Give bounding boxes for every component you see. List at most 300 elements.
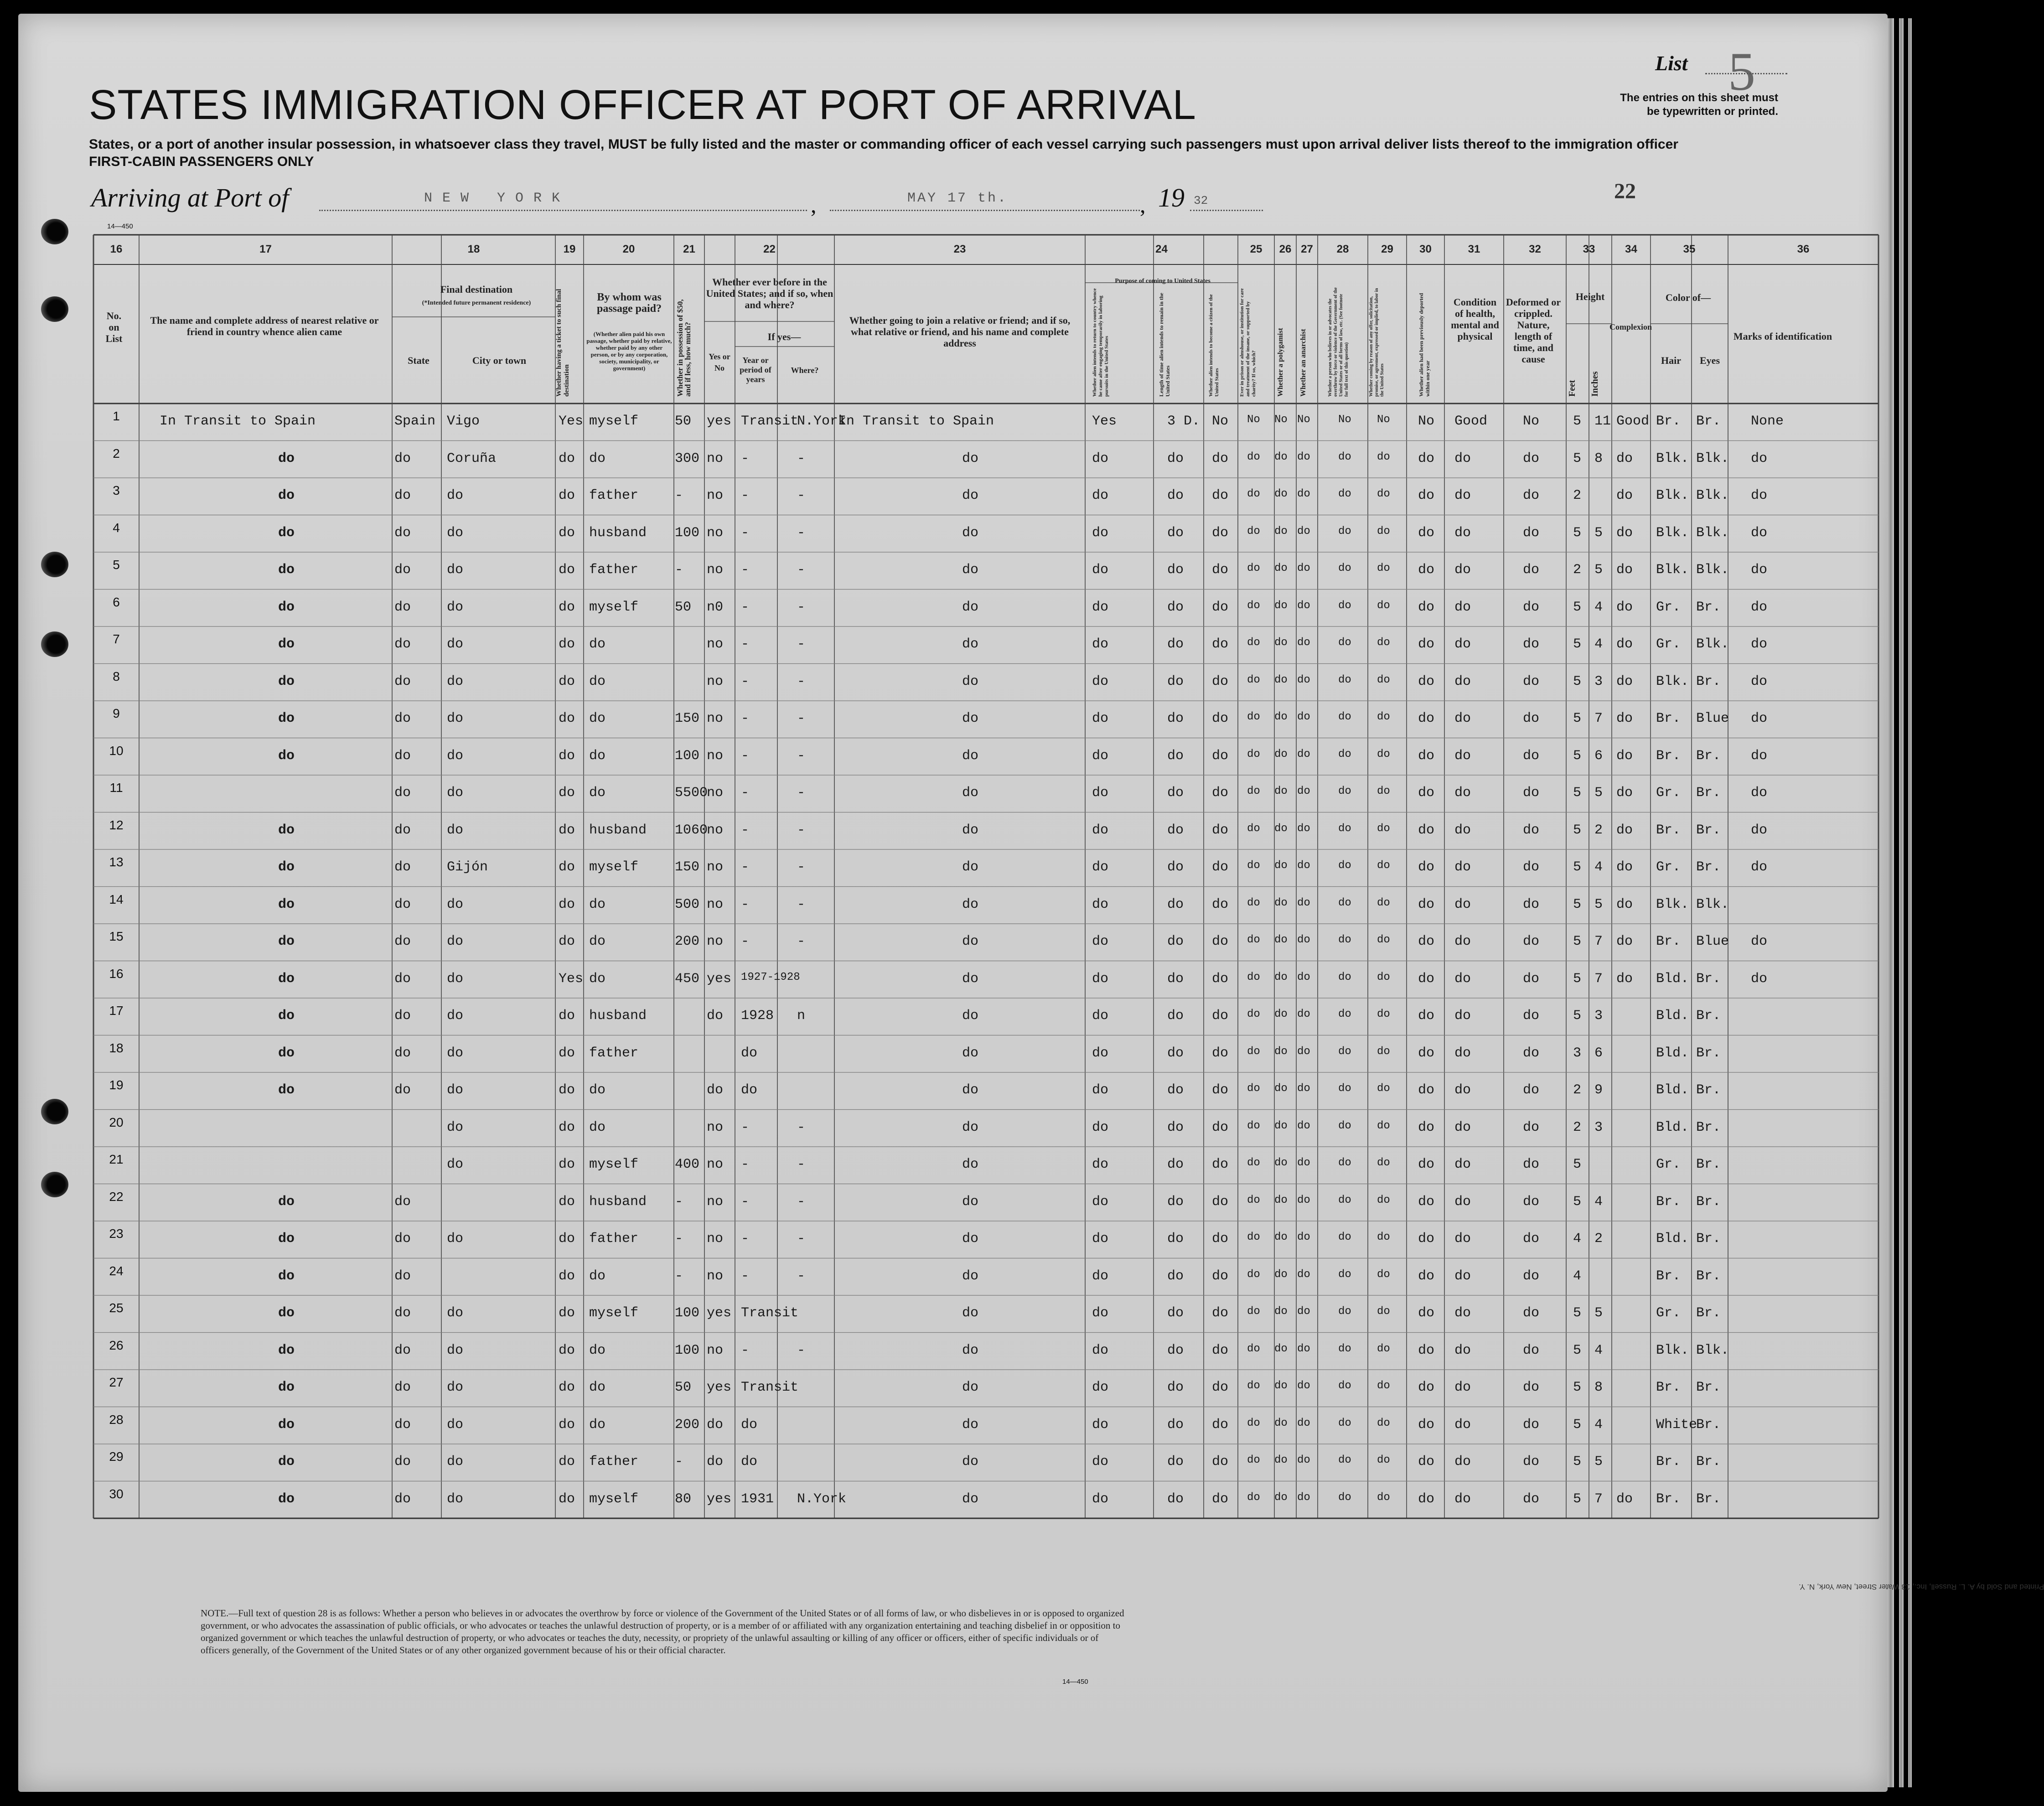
cell-cit: do	[1212, 971, 1229, 987]
cell-c30: do	[1418, 488, 1435, 503]
cell-c26: do	[1274, 599, 1288, 612]
cell-cit: do	[1212, 599, 1229, 615]
cell-hair: Bld.	[1656, 1082, 1689, 1098]
cell-join: In Transit to Spain	[838, 414, 994, 429]
cell-state: do	[394, 934, 411, 949]
cell-ticket: do	[559, 450, 575, 466]
cell-hair: Gr.	[1656, 1157, 1681, 1172]
cell-cit: do	[1212, 1045, 1229, 1061]
cell-c26: No	[1274, 414, 1288, 426]
cell-ticket: do	[559, 1417, 575, 1433]
cell-comp: do	[1616, 971, 1633, 987]
cell-c27: do	[1297, 636, 1310, 649]
cell-rel: do	[278, 1491, 295, 1507]
cell-eyes: Blk.	[1696, 488, 1729, 503]
cell-join: do	[962, 1008, 979, 1024]
cell-in: 7	[1594, 971, 1603, 987]
cell-deform: do	[1523, 748, 1540, 764]
cell-ret: do	[1092, 748, 1109, 764]
footnote: NOTE.—Full text of question 28 is as follows: Whether a person who believes in or advocates the overthrow by force or violence of the Government of the United States or of all forms of law, or who disbelieves in or is opposed to organized government, or who advocates the assassination of public officials, or who advocates or teaches the unlawful destruction of property, or is a member of or affiliated with any organization entertaining and teaching disbelief in or opposition to organized government or which teaches the unlawful destruction of property, or who advocates or teaches the duty, necessity, or propriety of the unlawful assaulting or killing of any officer or officers, either of specific individuals or of officers generally, of the Government of the United States or of any other organized government because of his or their official character.	[201, 1608, 1124, 1656]
cell-before: no	[707, 785, 724, 801]
cell-in: 8	[1594, 1380, 1603, 1395]
cell-ret: do	[1092, 1194, 1109, 1210]
cell-deform: do	[1523, 562, 1540, 578]
header-before-in-us: Whether ever before in the United States; and if so, when and where?	[706, 276, 833, 310]
cell-money: -	[675, 562, 683, 578]
cell-c26: do	[1274, 562, 1288, 574]
cell-ticket: do	[559, 1491, 575, 1507]
cell-c29: do	[1377, 599, 1390, 612]
header-yes-or-no: Yes or No	[709, 352, 730, 373]
cell-paid: do	[589, 1380, 606, 1395]
cell-rel: do	[278, 1194, 295, 1210]
cell-comp: do	[1616, 525, 1633, 541]
cell-c28: do	[1338, 1305, 1351, 1318]
cell-c27: do	[1297, 562, 1310, 574]
cell-cit: do	[1212, 1119, 1229, 1135]
cell-ft: 5	[1573, 896, 1582, 912]
cell-ret: do	[1092, 1119, 1109, 1135]
cell-c30: do	[1418, 673, 1435, 689]
cell-money: 100	[675, 1305, 700, 1321]
cell-ret: do	[1092, 1491, 1109, 1507]
row-number: 26	[109, 1338, 124, 1352]
cell-c27: No	[1297, 414, 1310, 426]
cell-len: do	[1167, 822, 1184, 838]
cell-health: do	[1454, 1380, 1471, 1395]
cell-c26: do	[1274, 1342, 1288, 1355]
cell-where: -	[797, 785, 806, 801]
cell-c30: do	[1418, 599, 1435, 615]
cell-ret: do	[1092, 488, 1109, 503]
cell-paid: father	[589, 1454, 639, 1470]
cell-deform: do	[1523, 1417, 1540, 1433]
cell-len: do	[1167, 711, 1184, 726]
footnote-code: 14—450	[1062, 1678, 1088, 1686]
cell-eyes: Br.	[1696, 1157, 1721, 1172]
cell-ft: 4	[1573, 1268, 1582, 1284]
cell-hair: Blk.	[1656, 673, 1689, 689]
cell-ticket: do	[559, 859, 575, 875]
cell-in: 9	[1594, 1082, 1603, 1098]
cell-where: -	[797, 636, 806, 652]
cell-before: no	[707, 711, 724, 726]
cell-ret: do	[1092, 1231, 1109, 1247]
cell-ticket: do	[559, 1194, 575, 1210]
cell-join: do	[962, 1380, 979, 1395]
cell-c28: do	[1338, 1157, 1351, 1169]
cell-health: do	[1454, 934, 1471, 949]
cell-year: -	[741, 822, 750, 838]
cell-eyes: Br.	[1696, 1417, 1721, 1433]
cell-money: 400	[675, 1157, 700, 1172]
cell-len: do	[1167, 599, 1184, 615]
cell-c25: do	[1247, 562, 1260, 574]
cell-ft: 2	[1573, 1082, 1582, 1098]
cell-join: do	[962, 1305, 979, 1321]
cell-ret: Yes	[1092, 414, 1117, 429]
cell-c27: do	[1297, 599, 1310, 612]
cell-ft: 5	[1573, 934, 1582, 949]
cell-ft: 2	[1573, 1119, 1582, 1135]
cell-ticket: do	[559, 1305, 575, 1321]
cell-paid: father	[589, 1231, 639, 1247]
cell-c29: do	[1377, 896, 1390, 909]
printer-imprint: Printed and Sold by A. L. Russell, Inc., 13 Water Street, New York, N. Y.	[1799, 1583, 2044, 1591]
cell-before: no	[707, 1119, 724, 1135]
cell-c30: do	[1418, 1082, 1435, 1098]
cell-comp: do	[1616, 859, 1633, 875]
cell-c28: do	[1338, 1342, 1351, 1355]
cell-eyes: Br.	[1696, 673, 1721, 689]
cell-c30: do	[1418, 934, 1435, 949]
cell-eyes: Br.	[1696, 1491, 1721, 1507]
cell-c30: do	[1418, 1305, 1435, 1321]
cell-year: -	[741, 896, 750, 912]
cell-ticket: do	[559, 934, 575, 949]
cell-c28: do	[1338, 562, 1351, 574]
cell-hair: Bld.	[1656, 1045, 1689, 1061]
cell-state: do	[394, 1231, 411, 1247]
cell-marks: do	[1751, 748, 1768, 764]
cell-state: do	[394, 1045, 411, 1061]
header-offer: Whether coming by reason of any offer, solicitation, promise, or agreement, expressed or implied, to labor in the United States	[1369, 288, 1385, 397]
cell-len: do	[1167, 1417, 1184, 1433]
cell-c25: do	[1247, 896, 1260, 909]
cell-c29: do	[1377, 711, 1390, 723]
cell-city: do	[447, 711, 464, 726]
cell-c29: do	[1377, 1119, 1390, 1132]
cell-state: do	[394, 599, 411, 615]
cell-c26: do	[1274, 1082, 1288, 1095]
cell-in: 4	[1594, 1194, 1603, 1210]
cell-eyes: Br.	[1696, 859, 1721, 875]
cell-c25: do	[1247, 488, 1260, 500]
row-number: 23	[109, 1226, 124, 1241]
cell-paid: myself	[589, 1305, 639, 1321]
cell-c25: do	[1247, 1231, 1260, 1243]
column-number: 32	[1529, 243, 1541, 255]
cell-year: -	[741, 488, 750, 503]
cell-year: Transit	[741, 414, 799, 429]
cell-len: do	[1167, 1082, 1184, 1098]
cell-where: -	[797, 1342, 806, 1358]
cell-ft: 5	[1573, 1491, 1582, 1507]
cell-hair: Bld.	[1656, 1008, 1689, 1024]
cell-state: do	[394, 562, 411, 578]
cell-ticket: do	[559, 1082, 575, 1098]
cell-eyes: Blue	[1696, 934, 1729, 949]
cell-paid: do	[589, 673, 606, 689]
cell-before: no	[707, 1268, 724, 1284]
cell-c27: do	[1297, 1157, 1310, 1169]
cell-rel: do	[278, 1380, 295, 1395]
cell-year: Transit	[741, 1380, 799, 1395]
cell-rel: do	[278, 859, 295, 875]
cell-hair: Gr.	[1656, 1305, 1681, 1321]
row-number: 20	[109, 1115, 124, 1129]
cell-city: do	[447, 971, 464, 987]
cell-paid: do	[589, 450, 606, 466]
cell-ticket: do	[559, 896, 575, 912]
cell-year: -	[741, 1342, 750, 1358]
arriving-label: Arriving at Port of	[91, 183, 289, 212]
cell-c30: do	[1418, 1157, 1435, 1172]
cell-len: do	[1167, 971, 1184, 987]
cell-city: do	[447, 636, 464, 652]
cell-ret: do	[1092, 1417, 1109, 1433]
cell-eyes: Blk.	[1696, 562, 1729, 578]
cell-city: Gijón	[447, 859, 488, 875]
cell-c30: do	[1418, 859, 1435, 875]
cell-deform: do	[1523, 1008, 1540, 1024]
cell-c25: do	[1247, 1045, 1260, 1058]
cell-city: do	[447, 673, 464, 689]
cell-marks: do	[1751, 562, 1768, 578]
cell-paid: do	[589, 748, 606, 764]
cell-ticket: do	[559, 1342, 575, 1358]
cell-c29: do	[1377, 971, 1390, 983]
cell-health: do	[1454, 599, 1471, 615]
row-number: 15	[109, 929, 124, 943]
cell-c26: do	[1274, 1491, 1288, 1504]
header-final-destination-note: (*Intended future permanent residence)	[422, 300, 531, 306]
cell-before: no	[707, 673, 724, 689]
cell-c26: do	[1274, 450, 1288, 463]
cell-year: -	[741, 450, 750, 466]
cell-join: do	[962, 488, 979, 503]
header-money: Whether in possession of $50, and if less, how much?	[676, 299, 692, 397]
cell-health: do	[1454, 1157, 1471, 1172]
cell-in: 2	[1594, 822, 1603, 838]
cell-in: 4	[1594, 1417, 1603, 1433]
row-number: 29	[109, 1449, 124, 1464]
cell-money: 50	[675, 599, 692, 615]
cell-c30: do	[1418, 1342, 1435, 1358]
cell-c29: do	[1377, 1082, 1390, 1095]
cell-health: do	[1454, 1119, 1471, 1135]
column-number: 20	[622, 243, 635, 255]
cell-cit: do	[1212, 1491, 1229, 1507]
cell-ft: 5	[1573, 711, 1582, 726]
cell-c29: do	[1377, 1194, 1390, 1206]
cell-year: 1927-1928	[741, 971, 800, 983]
cell-eyes: Blue	[1696, 711, 1729, 726]
header-join-relative: Whether going to join a relative or friend; and if so, what relative or friend, and his name and complete address	[849, 315, 1071, 349]
cell-before: no	[707, 748, 724, 764]
cell-c25: do	[1247, 971, 1260, 983]
cell-ticket: do	[559, 1008, 575, 1024]
cell-c28: do	[1338, 1008, 1351, 1020]
cell-health: do	[1454, 1008, 1471, 1024]
cell-c28: do	[1338, 636, 1351, 649]
cell-cit: do	[1212, 1380, 1229, 1395]
cell-health: do	[1454, 1082, 1471, 1098]
cell-len: do	[1167, 934, 1184, 949]
cell-where: -	[797, 822, 806, 838]
cell-c25: do	[1247, 450, 1260, 463]
row-number: 9	[113, 706, 120, 720]
cell-ticket: do	[559, 1045, 575, 1061]
header-by-whom: By whom was passage paid?	[596, 291, 662, 315]
cell-where: -	[797, 1119, 806, 1135]
cell-deform: do	[1523, 1305, 1540, 1321]
cell-hair: Br.	[1656, 1380, 1681, 1395]
cell-money: 500	[675, 896, 700, 912]
cell-c26: do	[1274, 1119, 1288, 1132]
cell-c30: do	[1418, 1417, 1435, 1433]
cell-hair: Blk.	[1656, 562, 1689, 578]
cell-hair: Br.	[1656, 1268, 1681, 1284]
column-number: 21	[683, 243, 695, 255]
cell-ret: do	[1092, 971, 1109, 987]
cell-ret: do	[1092, 562, 1109, 578]
cell-c28: do	[1338, 859, 1351, 872]
year-prefix: 19	[1158, 183, 1185, 212]
cell-cit: do	[1212, 1417, 1229, 1433]
cell-health: do	[1454, 1454, 1471, 1470]
cell-c28: do	[1338, 1119, 1351, 1132]
cell-money: 200	[675, 1417, 700, 1433]
cell-join: do	[962, 599, 979, 615]
cell-paid: myself	[589, 1157, 639, 1172]
cell-join: do	[962, 673, 979, 689]
cell-before: no	[707, 488, 724, 503]
cell-city: do	[447, 1491, 464, 1507]
header-health: Condition of health, mental and physical	[1451, 296, 1499, 342]
cell-join: do	[962, 1157, 979, 1172]
cell-deform: do	[1523, 450, 1540, 466]
cell-money: 80	[675, 1491, 692, 1507]
cell-join: do	[962, 1268, 979, 1284]
cell-c27: do	[1297, 934, 1310, 946]
cell-rel: do	[278, 1231, 295, 1247]
cell-year: -	[741, 673, 750, 689]
cell-ret: do	[1092, 1008, 1109, 1024]
list-label: List	[1655, 52, 1688, 75]
cell-deform: do	[1523, 1380, 1540, 1395]
row-number: 6	[113, 595, 120, 609]
sheet-number: 22	[1614, 179, 1636, 203]
cell-c26: do	[1274, 1268, 1288, 1281]
cell-c25: do	[1247, 673, 1260, 686]
cell-in: 6	[1594, 748, 1603, 764]
cell-c25: do	[1247, 1119, 1260, 1132]
cell-ticket: do	[559, 748, 575, 764]
cell-money: 150	[675, 711, 700, 726]
cell-city: do	[447, 785, 464, 801]
cell-c26: do	[1274, 1231, 1288, 1243]
cell-join: do	[962, 1342, 979, 1358]
header-year-period: Year or period of years	[740, 356, 771, 384]
cell-cit: do	[1212, 673, 1229, 689]
cell-eyes: Br.	[1696, 414, 1721, 429]
cell-ft: 5	[1573, 673, 1582, 689]
cell-where: -	[797, 562, 806, 578]
cell-c28: do	[1338, 711, 1351, 723]
cell-ret: do	[1092, 1082, 1109, 1098]
cell-paid: do	[589, 711, 606, 726]
cell-c29: do	[1377, 636, 1390, 649]
cell-c27: do	[1297, 1008, 1310, 1020]
cell-where: n	[797, 1008, 806, 1024]
cell-join: do	[962, 1454, 979, 1470]
cell-eyes: Br.	[1696, 1454, 1721, 1470]
header-no-on-list: No. on List	[105, 310, 123, 344]
cell-ft: 5	[1573, 785, 1582, 801]
cell-deform: do	[1523, 1491, 1540, 1507]
cell-c27: do	[1297, 1342, 1310, 1355]
column-number: 27	[1301, 243, 1313, 255]
cell-ft: 5	[1573, 748, 1582, 764]
cell-ft: 5	[1573, 971, 1582, 987]
header-deformed: Deformed or crippled. Nature, length of time, and cause	[1506, 296, 1561, 365]
cell-city: do	[447, 1417, 464, 1433]
cell-in: 5	[1594, 896, 1603, 912]
cell-year: 1931	[741, 1491, 774, 1507]
cell-c29: do	[1377, 1380, 1390, 1392]
cell-comp: do	[1616, 1491, 1633, 1507]
cell-rel: do	[278, 1008, 295, 1024]
cell-hair: Br.	[1656, 1454, 1681, 1470]
cell-paid: myself	[589, 414, 639, 429]
cell-state: do	[394, 1454, 411, 1470]
cell-deform: do	[1523, 785, 1540, 801]
row-number: 28	[109, 1412, 124, 1427]
cell-eyes: Br.	[1696, 748, 1721, 764]
cell-ticket: do	[559, 525, 575, 541]
cell-paid: do	[589, 785, 606, 801]
cell-c28: do	[1338, 1082, 1351, 1095]
cell-hair: White	[1656, 1417, 1697, 1433]
cell-ticket: do	[559, 1157, 575, 1172]
cell-ret: do	[1092, 599, 1109, 615]
cell-before: yes	[707, 1491, 732, 1507]
cell-ft: 4	[1573, 1231, 1582, 1247]
cell-health: do	[1454, 1045, 1471, 1061]
cabin-class: FIRST-CABIN PASSENGERS ONLY	[89, 154, 314, 169]
cell-state: do	[394, 711, 411, 726]
cell-deform: do	[1523, 1157, 1540, 1172]
list-number: 5	[1728, 41, 1755, 102]
cell-join: do	[962, 711, 979, 726]
cell-in: 4	[1594, 636, 1603, 652]
cell-c27: do	[1297, 711, 1310, 723]
cell-before: do	[707, 1082, 724, 1098]
header-state: State	[408, 355, 429, 366]
cell-c28: do	[1338, 1194, 1351, 1206]
cell-ret: do	[1092, 1380, 1109, 1395]
header-hair: Hair	[1661, 355, 1681, 366]
cell-len: do	[1167, 748, 1184, 764]
cell-paid: father	[589, 1045, 639, 1061]
cell-year: do	[741, 1454, 758, 1470]
cell-state: do	[394, 859, 411, 875]
cell-c29: do	[1377, 673, 1390, 686]
header-purpose-citizen: Whether alien intends to become a citizen of the United States	[1208, 294, 1220, 397]
cell-cit: do	[1212, 785, 1229, 801]
cell-cit: do	[1212, 1342, 1229, 1358]
cell-before: no	[707, 1194, 724, 1210]
cell-deform: do	[1523, 636, 1540, 652]
cell-c29: do	[1377, 934, 1390, 946]
cell-c28: do	[1338, 896, 1351, 909]
cell-c27: do	[1297, 971, 1310, 983]
cell-c30: do	[1418, 636, 1435, 652]
cell-deform: do	[1523, 1194, 1540, 1210]
date-value: MAY 17 th.	[907, 191, 1008, 206]
cell-rel: do	[278, 748, 295, 764]
